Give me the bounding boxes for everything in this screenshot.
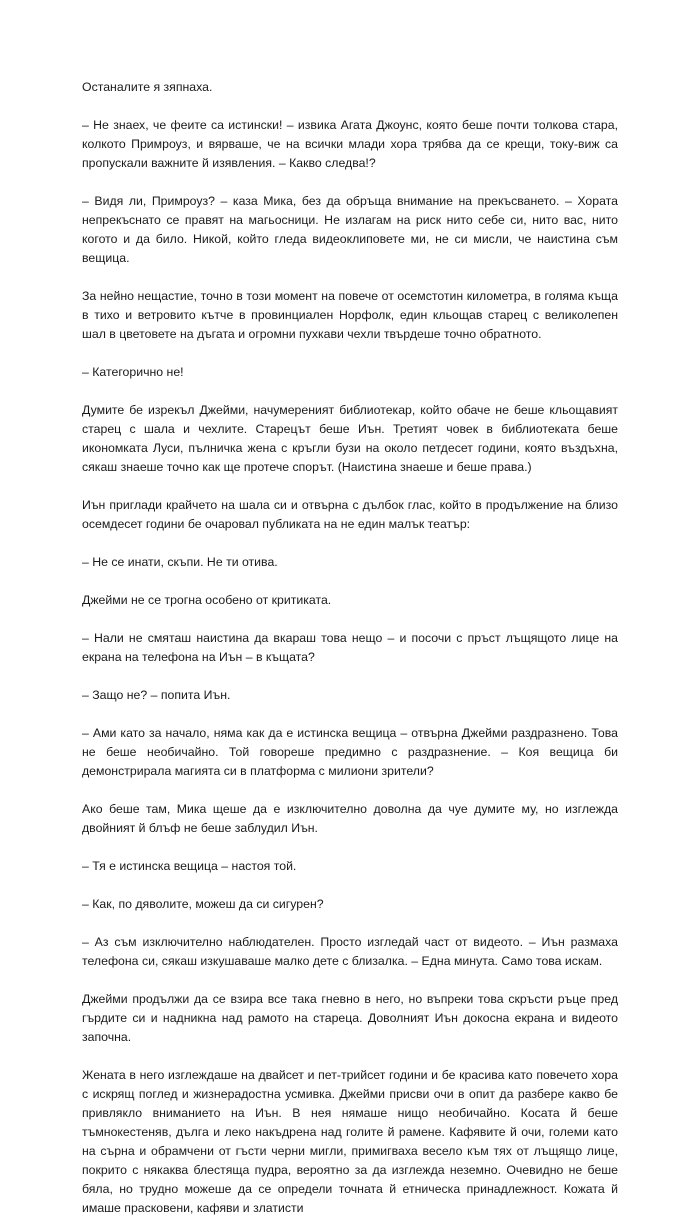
paragraph-12: – Ами като за начало, няма как да е истинска вещица – отвърна Джейми раздразнено. Това не беше необичайно. Той говореше предимно с раздразнение. – Коя вещица би демонстрирала магията си в платформа с милиони зрители? (82, 726, 618, 778)
paragraph-3: – Видя ли, Примроуз? – каза Мика, без да обръща внимание на прекъсването. – Хората непрекъснато се правят на магьосници. Не излагам на риск нито себе си, нито вас, нито когото и да било. Никой, който гледа видеоклиповете ми, не си мисли, че наистина съм вещица. (82, 194, 618, 265)
paragraph-18: Жената в него изглеждаше на двайсет и пет-трийсет години и бе красива като повечето хора с искрящ поглед и жизнерадостна усмивка. Джейми присви очи в опит да разбере какво бе привлякло вниманието на Иън. В нея нямаше нищо необичайно. Косата й беше тъмнокестеняв, дълга и леко накъдрена над голите й рамене. Кафявите й очи, големи като на сърна и обрамчени от гъсти черни мигли, примигваха весело към тях от лъщящо лице, покрито с някаква блестяща пудра, вероятно за да изглежда неземно. Очевидно не беше бяла, но трудно можеше да се определи точната й етническа принадлежност. Кожата й имаше прасковени, кафяви и златисти (82, 1068, 618, 1215)
paragraph-11: – Защо не? – попита Иън. (82, 688, 231, 702)
paragraph-10: – Нали не смяташ наистина да вкараш това нещо – и посочи с пръст лъщящото лице на екрана на телефона на Иън – в къщата? (82, 631, 618, 664)
paragraph-5: – Категорично не! (82, 365, 184, 379)
paragraph-4: За нейно нещастие, точно в този момент на повече от осемстотин километра, в голяма къща в тихо и ветровито кътче в провинциален Норфолк, един кльощав старец с великолепен шал в цветовете на дъгата и огромни пухкави чехли твърдеше точно обратното. (82, 289, 618, 341)
paragraph-17: Джейми продължи да се взира все така гневно в него, но въпреки това скръсти ръце пред гърдите си и надникна над рамото на стареца. Доволният Иън докосна екрана и видеото започна. (82, 992, 618, 1044)
paragraph-15: – Как, по дяволите, можеш да си сигурен? (82, 897, 324, 911)
paragraph-2: – Не знаех, че феите са истински! – извика Агата Джоунс, която беше почти толкова стара, колкото Примроуз, и вярваше, че на всички млади хора трябва да се крещи, току-виж са пропускали важните й изявления. – Какво следва!? (82, 118, 618, 170)
paragraph-1: Останалите я зяпнаха. (82, 80, 213, 94)
paragraph-14: – Тя е истинска вещица – настоя той. (82, 859, 297, 873)
document-page (82, 78, 618, 1218)
paragraph-16: – Аз съм изключително наблюдателен. Просто изгледай част от видеото. – Иън размаха телефона си, сякаш изкушаваше малко дете с близалка. – Една минута. Само това искам. (82, 935, 618, 968)
paragraph-6: Думите бе изрекъл Джейми, начумереният библиотекар, който обаче не беше кльощавият старец с шала и чехлите. Старецът беше Иън. Третият човек в библиотеката беше икономката Луси, пълничка жена с кръгли бузи на около петдесет години, която въздъхна, сякаш знаеше точно как ще протече спорът. (Наистина знаеше и беше права.) (82, 403, 618, 474)
paragraph-9: Джейми не се трогна особено от критиката. (82, 593, 332, 607)
paragraph-8: – Не се инати, скъпи. Не ти отива. (82, 555, 278, 569)
paragraph-7: Иън приглади крайчето на шала си и отвърна с дълбок глас, който в продължение на близо осемдесет години бе очаровал публиката на не един малък театър: (82, 498, 618, 531)
paragraph-13: Ако беше там, Мика щеше да е изключително доволна да чуе думите му, но изглежда двойният й блъф не беше заблудил Иън. (82, 802, 618, 835)
